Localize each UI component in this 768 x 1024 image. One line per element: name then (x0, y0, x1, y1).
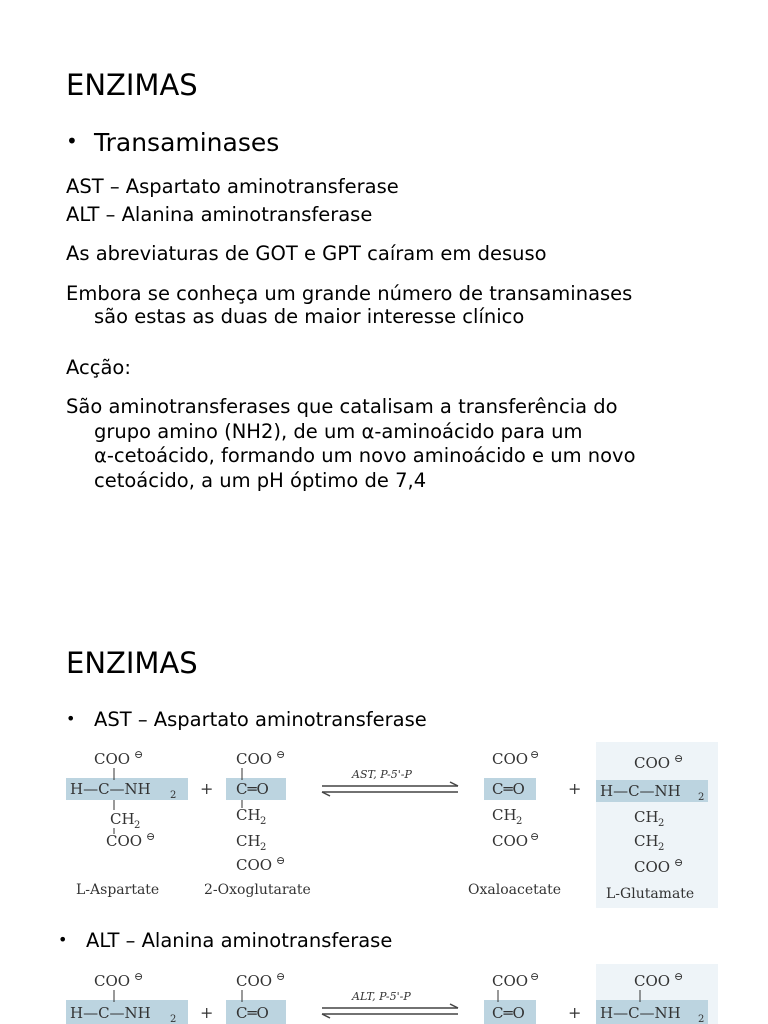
svg-text:H—C—NH: H—C—NH (600, 782, 681, 800)
alt-reaction-svg (66, 964, 718, 1024)
svg-text:⊖: ⊖ (134, 970, 144, 983)
svg-text:2: 2 (698, 792, 705, 803)
bullet-dot-icon: • (58, 930, 68, 949)
compound-label: L-Glutamate (606, 886, 695, 902)
paragraph-line: são estas as duas de maior interesse clínico (94, 305, 525, 328)
svg-text:⊖: ⊖ (276, 970, 286, 983)
svg-text:C═O: C═O (492, 1004, 525, 1022)
svg-text:COO: COO (236, 856, 273, 874)
bullet-text: ALT – Alanina aminotransferase (86, 929, 393, 952)
paragraph-line: α-cetoácido, formando um novo aminoácido e um novo (94, 444, 636, 467)
svg-text:2: 2 (170, 1014, 177, 1024)
line-alt: ALT – Alanina aminotransferase (66, 203, 373, 226)
svg-text:2: 2 (516, 816, 523, 827)
bullet-text: AST – Aspartato aminotransferase (94, 708, 427, 731)
ast-reaction-figure (66, 742, 718, 908)
paragraph-accao (66, 395, 756, 493)
charge-icon: ⊖ (134, 748, 144, 761)
paragraph-line: São aminotransferases que catalisam a transferência do (66, 395, 618, 418)
svg-text:⊖: ⊖ (530, 970, 540, 983)
ast-reaction-svg (66, 742, 718, 908)
bullet-dot-icon: • (66, 129, 78, 153)
equilibrium-arrow-icon (322, 782, 458, 796)
group-coo: COO (106, 832, 143, 850)
compound-label: Oxaloacetate (468, 882, 561, 898)
slide-title: ENZIMAS (66, 68, 198, 102)
bullet-ast (66, 708, 427, 731)
svg-text:2: 2 (658, 818, 665, 829)
svg-text:⊖: ⊖ (276, 854, 286, 867)
group-coo: COO (94, 750, 131, 768)
svg-text:2: 2 (658, 842, 665, 853)
svg-text:⊖: ⊖ (146, 830, 156, 843)
svg-text:CH: CH (236, 832, 261, 850)
group-hc: H—C—NH (70, 780, 151, 798)
paragraph-line: Embora se conheça um grande número de transaminases (66, 282, 633, 305)
group-co: C═O (236, 780, 269, 798)
svg-text:COO: COO (492, 972, 529, 990)
plus-sign: + (200, 779, 214, 798)
svg-text:CH: CH (236, 806, 261, 824)
svg-text:2: 2 (260, 842, 267, 853)
svg-text:COO: COO (634, 754, 671, 772)
svg-text:2: 2 (698, 1014, 705, 1024)
svg-text:H—C—NH: H—C—NH (600, 1004, 681, 1022)
svg-text:H—C—NH: H—C—NH (70, 1004, 151, 1022)
equilibrium-arrow-icon (322, 1004, 458, 1018)
svg-text:2: 2 (134, 820, 141, 831)
paragraph-embora (66, 282, 756, 328)
bullet-transaminases (66, 128, 279, 157)
line-abreviaturas: As abreviaturas de GOT e GPT caíram em desuso (66, 242, 547, 265)
svg-text:⊖: ⊖ (530, 748, 540, 761)
label-accao: Acção: (66, 356, 131, 379)
svg-text:COO: COO (94, 972, 131, 990)
slide-title: ENZIMAS (66, 646, 198, 680)
svg-text:CH: CH (492, 806, 517, 824)
bullet-dot-icon: • (66, 709, 76, 728)
svg-text:+: + (568, 1003, 582, 1022)
alt-reaction-figure (66, 964, 718, 1024)
paragraph-line: cetoácido, a um pH óptimo de 7,4 (94, 468, 427, 492)
svg-text:C═O: C═O (492, 780, 525, 798)
bullet-text: Transaminases (94, 128, 280, 157)
svg-text:CH: CH (634, 808, 659, 826)
line-ast: AST – Aspartato aminotransferase (66, 175, 399, 198)
svg-text:⊖: ⊖ (674, 752, 684, 765)
svg-text:CH: CH (634, 832, 659, 850)
bullet-alt (58, 929, 392, 952)
svg-text:COO: COO (236, 750, 273, 768)
svg-text:+: + (200, 1003, 214, 1022)
enzyme-label: ALT, P-5'-P (352, 990, 411, 1003)
svg-text:⊖: ⊖ (530, 830, 540, 843)
svg-text:+: + (568, 779, 582, 798)
compound-label: 2-Oxoglutarate (204, 882, 311, 898)
svg-text:⊖: ⊖ (674, 856, 684, 869)
svg-text:COO: COO (492, 832, 529, 850)
svg-text:2: 2 (170, 790, 177, 801)
svg-text:2: 2 (260, 816, 267, 827)
slide-ast-alt-reactions (0, 640, 768, 1024)
svg-text:COO: COO (634, 858, 671, 876)
svg-text:COO: COO (236, 972, 273, 990)
svg-text:COO: COO (634, 972, 671, 990)
group-ch2: CH (110, 810, 135, 828)
svg-text:C═O: C═O (236, 1004, 269, 1022)
svg-text:COO: COO (492, 750, 529, 768)
compound-label: L-Aspartate (76, 882, 160, 898)
svg-text:⊖: ⊖ (276, 748, 286, 761)
enzyme-label: AST, P-5'-P (352, 768, 412, 781)
paragraph-line: grupo amino (NH2), de um α-aminoácido para um (94, 419, 583, 443)
svg-text:⊖: ⊖ (674, 970, 684, 983)
